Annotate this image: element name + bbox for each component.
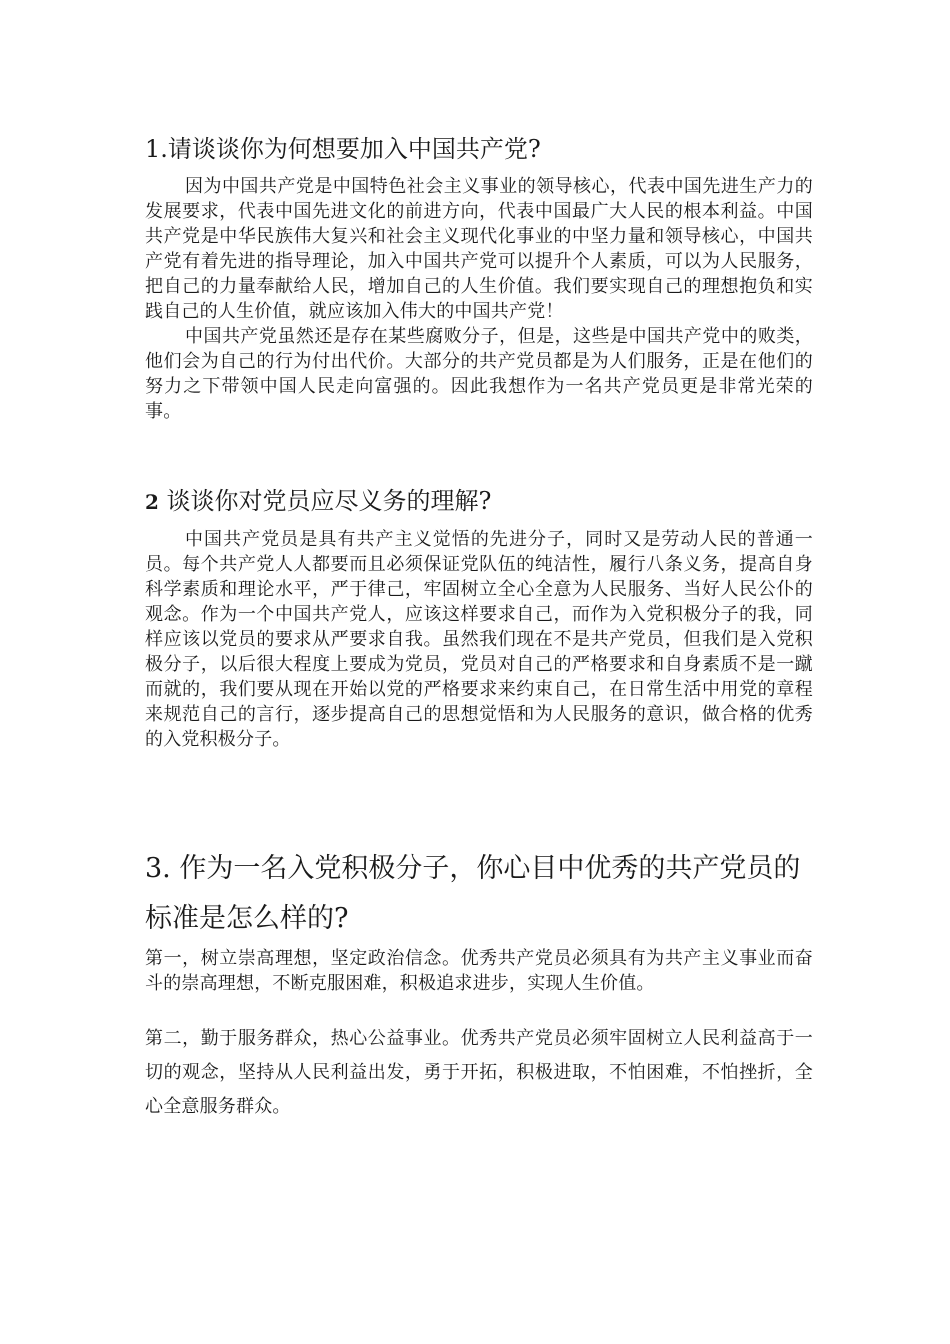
question-1-heading: 1.请谈谈你为何想要加入中国共产党? <box>145 135 541 163</box>
question-3-heading: 3. 作为一名入党积极分子，你心目中优秀的共产党员的标准是怎么样的? <box>145 853 801 934</box>
document-body <box>145 130 813 1124</box>
question-1-paragraph-2: 中国共产党虽然还是存在某些腐败分子，但是，这些是中国共产党中的败类，他们会为自己的行为付出代价。大部分的共产党员都是为人们服务，正是在他们的努力之下带领中国人民走向富强的。因此我想作为一名共产党员更是非常光荣的事。 <box>145 326 813 422</box>
question-1-paragraph-1: 因为中国共产党是中国特色社会主义事业的领导核心，代表中国先进生产力的发展要求，代表中国先进文化的前进方向，代表中国最广大人民的根本利益。中国共产党是中华民族伟大复兴和社会主义现代化事业的中坚力量和领导核心，中国共产党有着先进的指导理论，加入中国共产党可以提升个人素质，可以为人民服务，把自己的力量奉献给人民，增加自己的人生价值。我们要实现自己的理想抱负和实践自己的人生价值，就应该加入伟大的中国共产党！ <box>145 176 813 322</box>
question-2-title: 谈谈你对党员应尽义务的理解? <box>158 487 492 515</box>
question-2-heading <box>145 482 813 521</box>
question-2-number: 2 <box>145 490 159 514</box>
question-3-paragraph-2: 第二，勤于服务群众，热心公益事业。优秀共产党员必须牢固树立人民利益高于一切的观念，坚持从人民利益出发，勇于开拓，积极进取，不怕困难，不怕挫折，全心全意服务群众。 <box>145 1028 813 1117</box>
question-2-paragraph-1: 中国共产党员是具有共产主义觉悟的先进分子，同时又是劳动人民的普通一员。每个共产党人人都要而且必须保证党队伍的纯洁性，履行八条义务，提高自身科学素质和理论水平，严于律己，牢固树立全心全意为人民服务、当好人民公仆的观念。作为一个中国共产党人，应该这样要求自己，而作为入党积极分子的我，同样应该以党员的要求从严要求自我。虽然我们现在不是共产党员，但我们是入党积极分子，以后很大程度上要成为党员，党员对自己的严格要求和自身素质不是一蹴而就的，我们要从现在开始以党的严格要求来约束自己，在日常生活中用党的章程来规范自己的言行，逐步提高自己的思想觉悟和为人民服务的意识，做合格的优秀的入党积极分子。 <box>145 529 813 750</box>
question-3-paragraph-1: 第一，树立崇高理想，坚定政治信念。优秀共产党员必须具有为共产主义事业而奋斗的崇高理想，不断克服困难，积极追求进步，实现人生价值。 <box>145 948 813 994</box>
